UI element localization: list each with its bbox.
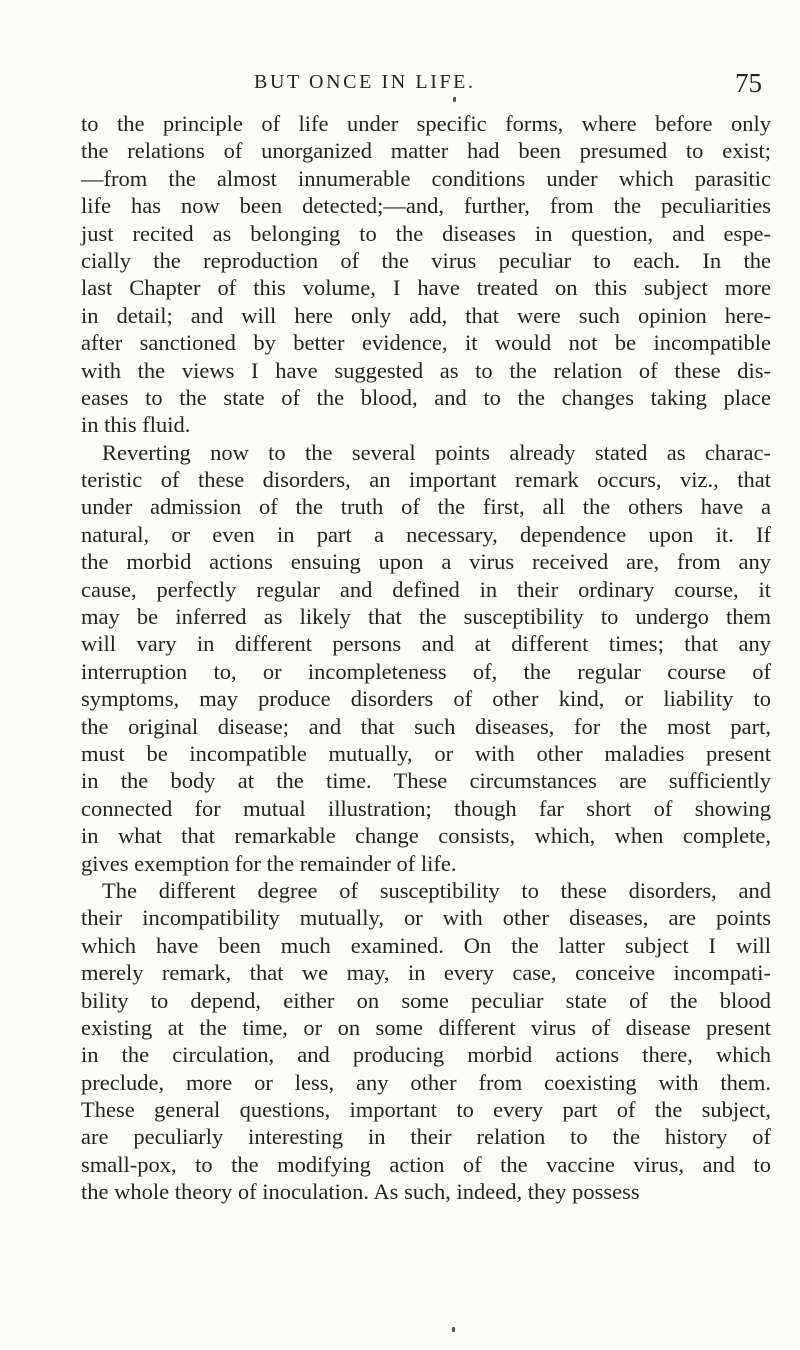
page-number: 75 [735, 68, 762, 98]
text-line: teristic of these disorders, an important remark occurs, viz., that [81, 467, 771, 493]
text-line: to the principle of life under specific forms, where before only [81, 111, 771, 136]
text-line: natural, or even in part a necessary, dependence upon it. If [81, 521, 771, 547]
text-line: are peculiarly interesting in their relation to the history of [81, 1124, 771, 1150]
text-line: symptoms, may produce disorders of other kind, or liability to [81, 686, 771, 712]
text-line: bility to depend, either on some peculiar state of the blood [81, 987, 771, 1013]
text-line: life has now been detected;—and, further, from the peculiarities [81, 193, 771, 219]
text-line: in the circulation, and producing morbid actions there, which [81, 1042, 771, 1068]
text-line: existing at the time, or on some different virus of disease present [81, 1014, 771, 1040]
text-line: just recited as belonging to the diseases in question, and espe- [81, 220, 771, 246]
text-line: the original disease; and that such diseases, for the most part, [81, 713, 771, 739]
text-line: the whole theory of inoculation. As such, indeed, they possess [81, 1179, 640, 1205]
text-line: small-pox, to the modifying action of the vaccine virus, and to [81, 1151, 771, 1177]
text-line: interruption to, or incompleteness of, the regular course of [81, 658, 771, 684]
text-line: will vary in different persons and at different times; that any [81, 631, 771, 657]
body-text [81, 110, 771, 1206]
text-line: The different degree of susceptibility to these disorders, and [102, 877, 771, 903]
running-header [80, 68, 770, 101]
text-line: in what that remarkable change consists, which, when complete, [81, 823, 771, 849]
text-line: after sanctioned by better evidence, it would not be incompatible [81, 330, 771, 356]
text-line: the morbid actions ensuing upon a virus received are, from any [81, 549, 771, 575]
text-line: their incompatibility mutually, or with other diseases, are points [81, 905, 771, 931]
paragraph [81, 439, 771, 877]
text-line: Reverting now to the several points already stated as charac- [102, 439, 771, 465]
text-line: must be incompatible mutually, or with other maladies present [81, 740, 771, 766]
text-line: in this fluid. [81, 412, 191, 438]
text-line: in the body at the time. These circumstances are sufficiently [81, 768, 771, 794]
ink-speck [452, 1327, 455, 1332]
text-line: cially the reproduction of the virus peculiar to each. In the [81, 247, 771, 273]
text-line: under admission of the truth of the first, all the others have a [81, 494, 771, 520]
running-title: BUT ONCE IN LIFE. [254, 71, 476, 93]
text-line: which have been much examined. On the latter subject I will [81, 932, 771, 958]
text-line: gives exemption for the remainder of life. [81, 850, 457, 876]
text-line: These general questions, important to every part of the subject, [81, 1097, 771, 1123]
text-line: connected for mutual illustration; though far short of showing [81, 795, 771, 821]
text-line: preclude, more or less, any other from coexisting with them. [81, 1069, 771, 1095]
text-line: —from the almost innumerable conditions under which parasitic [81, 165, 771, 191]
text-line: in detail; and will here only add, that were such opinion here- [81, 302, 771, 328]
text-line: cause, perfectly regular and defined in their ordinary course, it [81, 576, 771, 602]
text-line: the relations of unorganized matter had been presumed to exist; [81, 138, 771, 164]
paragraph [81, 110, 771, 439]
paragraph [81, 877, 771, 1206]
text-line: with the views I have suggested as to the relation of these dis- [81, 357, 771, 383]
text-line: last Chapter of this volume, I have treated on this subject more [81, 275, 771, 301]
text-line: eases to the state of the blood, and to the changes taking place [81, 384, 771, 410]
text-line: may be inferred as likely that the susceptibility to undergo them [81, 604, 771, 630]
text-line: merely remark, that we may, in every case, conceive incompati- [81, 960, 771, 986]
ink-speck [453, 97, 456, 102]
